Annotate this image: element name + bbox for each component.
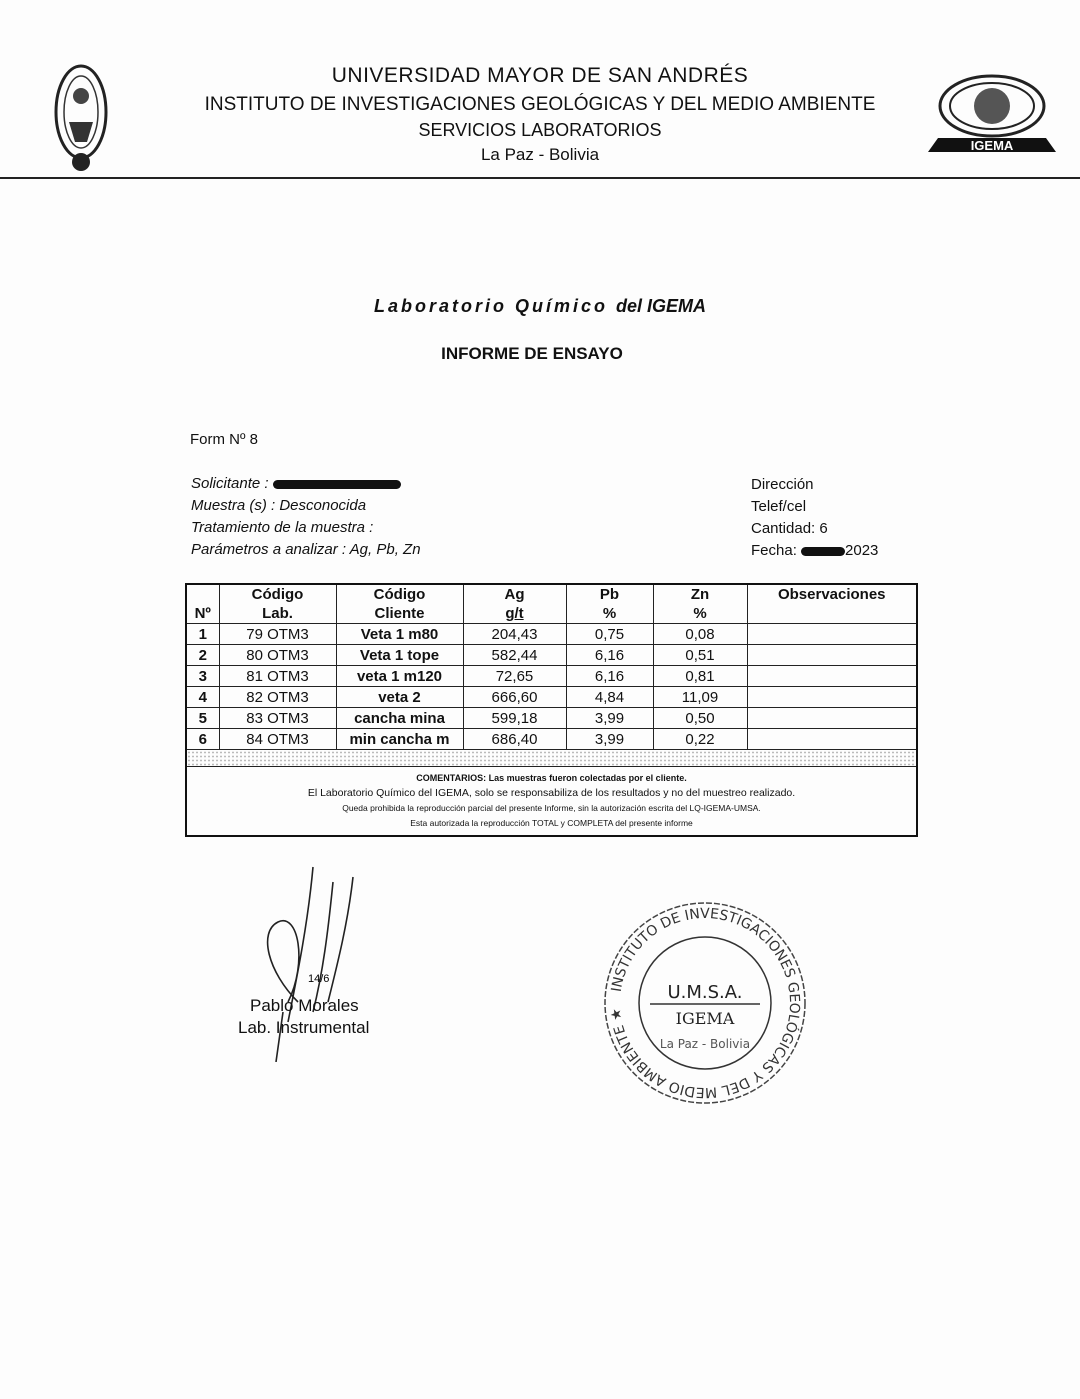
- signer-name: Pablo Morales: [250, 996, 359, 1015]
- cell-lab: 79 OTM3: [219, 624, 336, 645]
- cell-ag: 204,43: [463, 624, 566, 645]
- cell-cli: veta 1 m120: [336, 666, 463, 687]
- cell-cli: Veta 1 tope: [336, 645, 463, 666]
- header-text: %: [693, 605, 707, 622]
- cell-zn: 0,81: [653, 666, 747, 687]
- cell-zn: 11,09: [653, 687, 747, 708]
- table-row: [186, 729, 917, 750]
- header-no: Nº: [186, 584, 219, 624]
- signature-block: [238, 995, 369, 1039]
- cell-lab: 80 OTM3: [219, 645, 336, 666]
- cell-zn: 0,50: [653, 708, 747, 729]
- cell-cli: cancha mina: [336, 708, 463, 729]
- dotted-cell: [186, 750, 917, 767]
- institute-name: INSTITUTO DE INVESTIGACIONES GEOLÓGICAS Y DEL MEDIO AMBIENTE: [204, 94, 876, 115]
- header-observaciones: Observaciones: [747, 584, 917, 624]
- cell-no: 2: [186, 645, 219, 666]
- table-row: [186, 645, 917, 666]
- cell-obs: [747, 624, 917, 645]
- solicitante-field: [191, 473, 421, 495]
- location: La Paz - Bolivia: [480, 145, 600, 164]
- solicitante-label: Solicitante :: [191, 475, 269, 492]
- cell-obs: [747, 687, 917, 708]
- university-name: UNIVERSIDAD MAYOR DE SAN ANDRÉS: [331, 64, 749, 87]
- cell-zn: 0,22: [653, 729, 747, 750]
- dotted-separator-row: [186, 750, 917, 767]
- cantidad-field: Cantidad: 6: [751, 520, 828, 537]
- cell-cli: min cancha m: [336, 729, 463, 750]
- muestra-field: Muestra (s) : Desconocida: [191, 497, 367, 514]
- table-row: [186, 708, 917, 729]
- header-text: Código: [373, 586, 426, 603]
- header-divider: [0, 177, 1080, 179]
- stamp-location: La Paz - Bolivia: [659, 1037, 751, 1051]
- header-pb: [566, 584, 653, 624]
- cell-pb: 3,99: [566, 708, 653, 729]
- igema-stamp: [600, 898, 810, 1108]
- comment-line: Esta autorizada la reproducción TOTAL y COMPLETA del presente informe: [410, 818, 693, 828]
- cell-no: 3: [186, 666, 219, 687]
- header-zn: [653, 584, 747, 624]
- cell-ag: 599,18: [463, 708, 566, 729]
- fecha-field: [751, 540, 878, 562]
- header-text: Ag: [504, 586, 525, 603]
- parametros-field: Parámetros a analizar : Ag, Pb, Zn: [191, 541, 421, 558]
- cell-obs: [747, 666, 917, 687]
- cell-lab: 82 OTM3: [219, 687, 336, 708]
- cell-ag: 72,65: [463, 666, 566, 687]
- cell-obs: [747, 708, 917, 729]
- igema-logo-text: IGEMA: [970, 138, 1014, 153]
- header-codigo-cliente: [336, 584, 463, 624]
- lab-title-tail: del IGEMA: [616, 296, 707, 316]
- header-text: %: [602, 605, 617, 622]
- cell-zn: 0,51: [653, 645, 747, 666]
- results-table: [185, 583, 918, 837]
- header-text: Código: [251, 586, 304, 603]
- header-text: Cliente: [374, 605, 425, 622]
- form-number: Form Nº 8: [190, 431, 258, 448]
- cell-ag: 582,44: [463, 645, 566, 666]
- cell-lab: 84 OTM3: [219, 729, 336, 750]
- fecha-label: Fecha:: [751, 542, 797, 559]
- header-text: Zn: [690, 586, 710, 603]
- cell-no: 1: [186, 624, 219, 645]
- header-text: Lab.: [262, 605, 293, 622]
- table-header-row: [186, 584, 917, 624]
- cell-ag: 666,60: [463, 687, 566, 708]
- cell-no: 6: [186, 729, 219, 750]
- cell-cli: Veta 1 m80: [336, 624, 463, 645]
- comments-row: [186, 767, 917, 837]
- stamp-igema: IGEMA: [675, 1009, 735, 1028]
- cell-ag: 686,40: [463, 729, 566, 750]
- cell-pb: 0,75: [566, 624, 653, 645]
- header-ag: [463, 584, 566, 624]
- header-text: Pb: [599, 586, 620, 603]
- cell-obs: [747, 645, 917, 666]
- cell-obs: [747, 729, 917, 750]
- comment-line: El Laboratorio Químico del IGEMA, solo se responsabiliza de los resultados y no del muestreo realizado.: [307, 787, 796, 799]
- cell-pb: 4,84: [566, 687, 653, 708]
- cell-zn: 0,08: [653, 624, 747, 645]
- stamp-arc-textpath: INSTITUTO DE INVESTIGACIONES GEOLÓGICAS Y DEL MEDIO AMBIENTE ★: [607, 905, 803, 1101]
- cell-pb: 3,99: [566, 729, 653, 750]
- services-name: SERVICIOS LABORATORIOS: [418, 120, 662, 140]
- comment-line: COMENTARIOS: Las muestras fueron colectadas por el cliente.: [416, 773, 687, 783]
- igema-globe-logo: [928, 72, 1056, 156]
- stamp-umsa: U.M.S.A.: [667, 982, 743, 1003]
- request-fields: [191, 473, 421, 561]
- lab-title: [0, 296, 1080, 317]
- comment-line: Queda prohibida la reproducción parcial del presente Informe, sin la autorización escrita del LQ-IGEMA-UMSA.: [342, 803, 761, 813]
- header-text: g/t: [505, 605, 524, 622]
- redacted-date: [801, 547, 845, 556]
- fecha-year: 2023: [845, 542, 879, 559]
- report-title: INFORME DE ENSAYO: [441, 344, 623, 363]
- lab-title-main: Laboratorio Químico: [373, 296, 608, 316]
- cell-no: 4: [186, 687, 219, 708]
- cell-lab: 83 OTM3: [219, 708, 336, 729]
- table-row: [186, 687, 917, 708]
- telefono-field: Telef/cel: [751, 498, 807, 515]
- stamp-arc-text: [608, 906, 802, 1100]
- comments-cell: [186, 767, 917, 837]
- redacted-name: [273, 480, 401, 489]
- direccion-field: Dirección: [751, 476, 814, 493]
- cell-no: 5: [186, 708, 219, 729]
- table-row: [186, 666, 917, 687]
- signature-date: 14/6: [308, 973, 330, 985]
- signer-role: Lab. Instrumental: [238, 1018, 370, 1037]
- cell-pb: 6,16: [566, 645, 653, 666]
- cell-pb: 6,16: [566, 666, 653, 687]
- cell-cli: veta 2: [336, 687, 463, 708]
- cell-lab: 81 OTM3: [219, 666, 336, 687]
- tratamiento-field: Tratamiento de la muestra :: [191, 519, 374, 536]
- table-row: [186, 624, 917, 645]
- contact-fields: [751, 474, 878, 562]
- header-codigo-lab: [219, 584, 336, 624]
